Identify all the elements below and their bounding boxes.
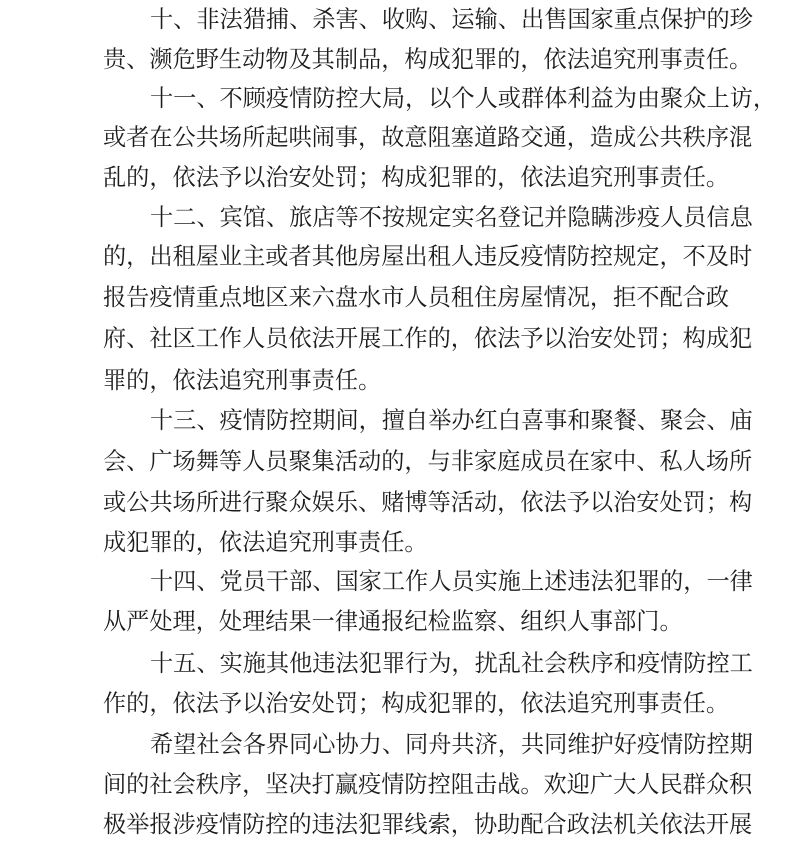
text-line: 罪的，依法追究刑事责任。 bbox=[103, 367, 382, 394]
text-line: 极举报涉疫情防控的违法犯罪线索，协助配合政法机关依法开展 bbox=[103, 811, 753, 838]
text-line: 十五、实施其他违法犯罪行为，扰乱社会秩序和疫情防控工 bbox=[150, 650, 753, 677]
text-line: 成犯罪的，依法追究刑事责任。 bbox=[103, 529, 428, 556]
text-line: 的，出租屋业主或者其他房屋出租人违反疫情防控规定，不及时 bbox=[103, 243, 753, 270]
text-line: 或者在公共场所起哄闹事，故意阻塞道路交通，造成公共秩序混 bbox=[103, 124, 753, 151]
text-line: 或公共场所进行聚众娱乐、赌博等活动，依法予以治安处罚；构 bbox=[103, 489, 753, 516]
text-line: 十一、不顾疫情防控大局，以个人或群体利益为由聚众上访， bbox=[150, 85, 777, 112]
text-line: 十、非法猎捕、杀害、收购、运输、出售国家重点保护的珍 bbox=[150, 6, 753, 33]
text-line: 希望社会各界同心协力、同舟共济，共同维护好疫情防控期 bbox=[150, 731, 753, 758]
text-line: 十二、宾馆、旅店等不按规定实名登记并隐瞒涉疫人员信息 bbox=[150, 204, 753, 231]
text-line: 贵、濒危野生动物及其制品，构成犯罪的，依法追究刑事责任。 bbox=[103, 46, 753, 73]
text-line: 乱的，依法予以治安处罚；构成犯罪的，依法追究刑事责任。 bbox=[103, 164, 730, 191]
text-line: 十三、疫情防控期间，擅自举办红白喜事和聚餐、聚会、庙 bbox=[150, 407, 753, 434]
text-line: 报告疫情重点地区来六盘水市人员租住房屋情况，拒不配合政 bbox=[103, 284, 730, 311]
text-line: 从严处理，处理结果一律通报纪检监察、组织人事部门。 bbox=[103, 608, 683, 635]
text-line: 府、社区工作人员依法开展工作的，依法予以治安处罚；构成犯 bbox=[103, 325, 753, 352]
text-line: 会、广场舞等人员聚集活动的，与非家庭成员在家中、私人场所 bbox=[103, 448, 753, 475]
text-line: 间的社会秩序，坚决打赢疫情防控阻击战。欢迎广大人民群众积 bbox=[103, 771, 753, 798]
text-line: 十四、党员干部、国家工作人员实施上述违法犯罪的，一律 bbox=[150, 568, 753, 595]
text-line: 作的，依法予以治安处罚；构成犯罪的，依法追究刑事责任。 bbox=[103, 690, 730, 717]
